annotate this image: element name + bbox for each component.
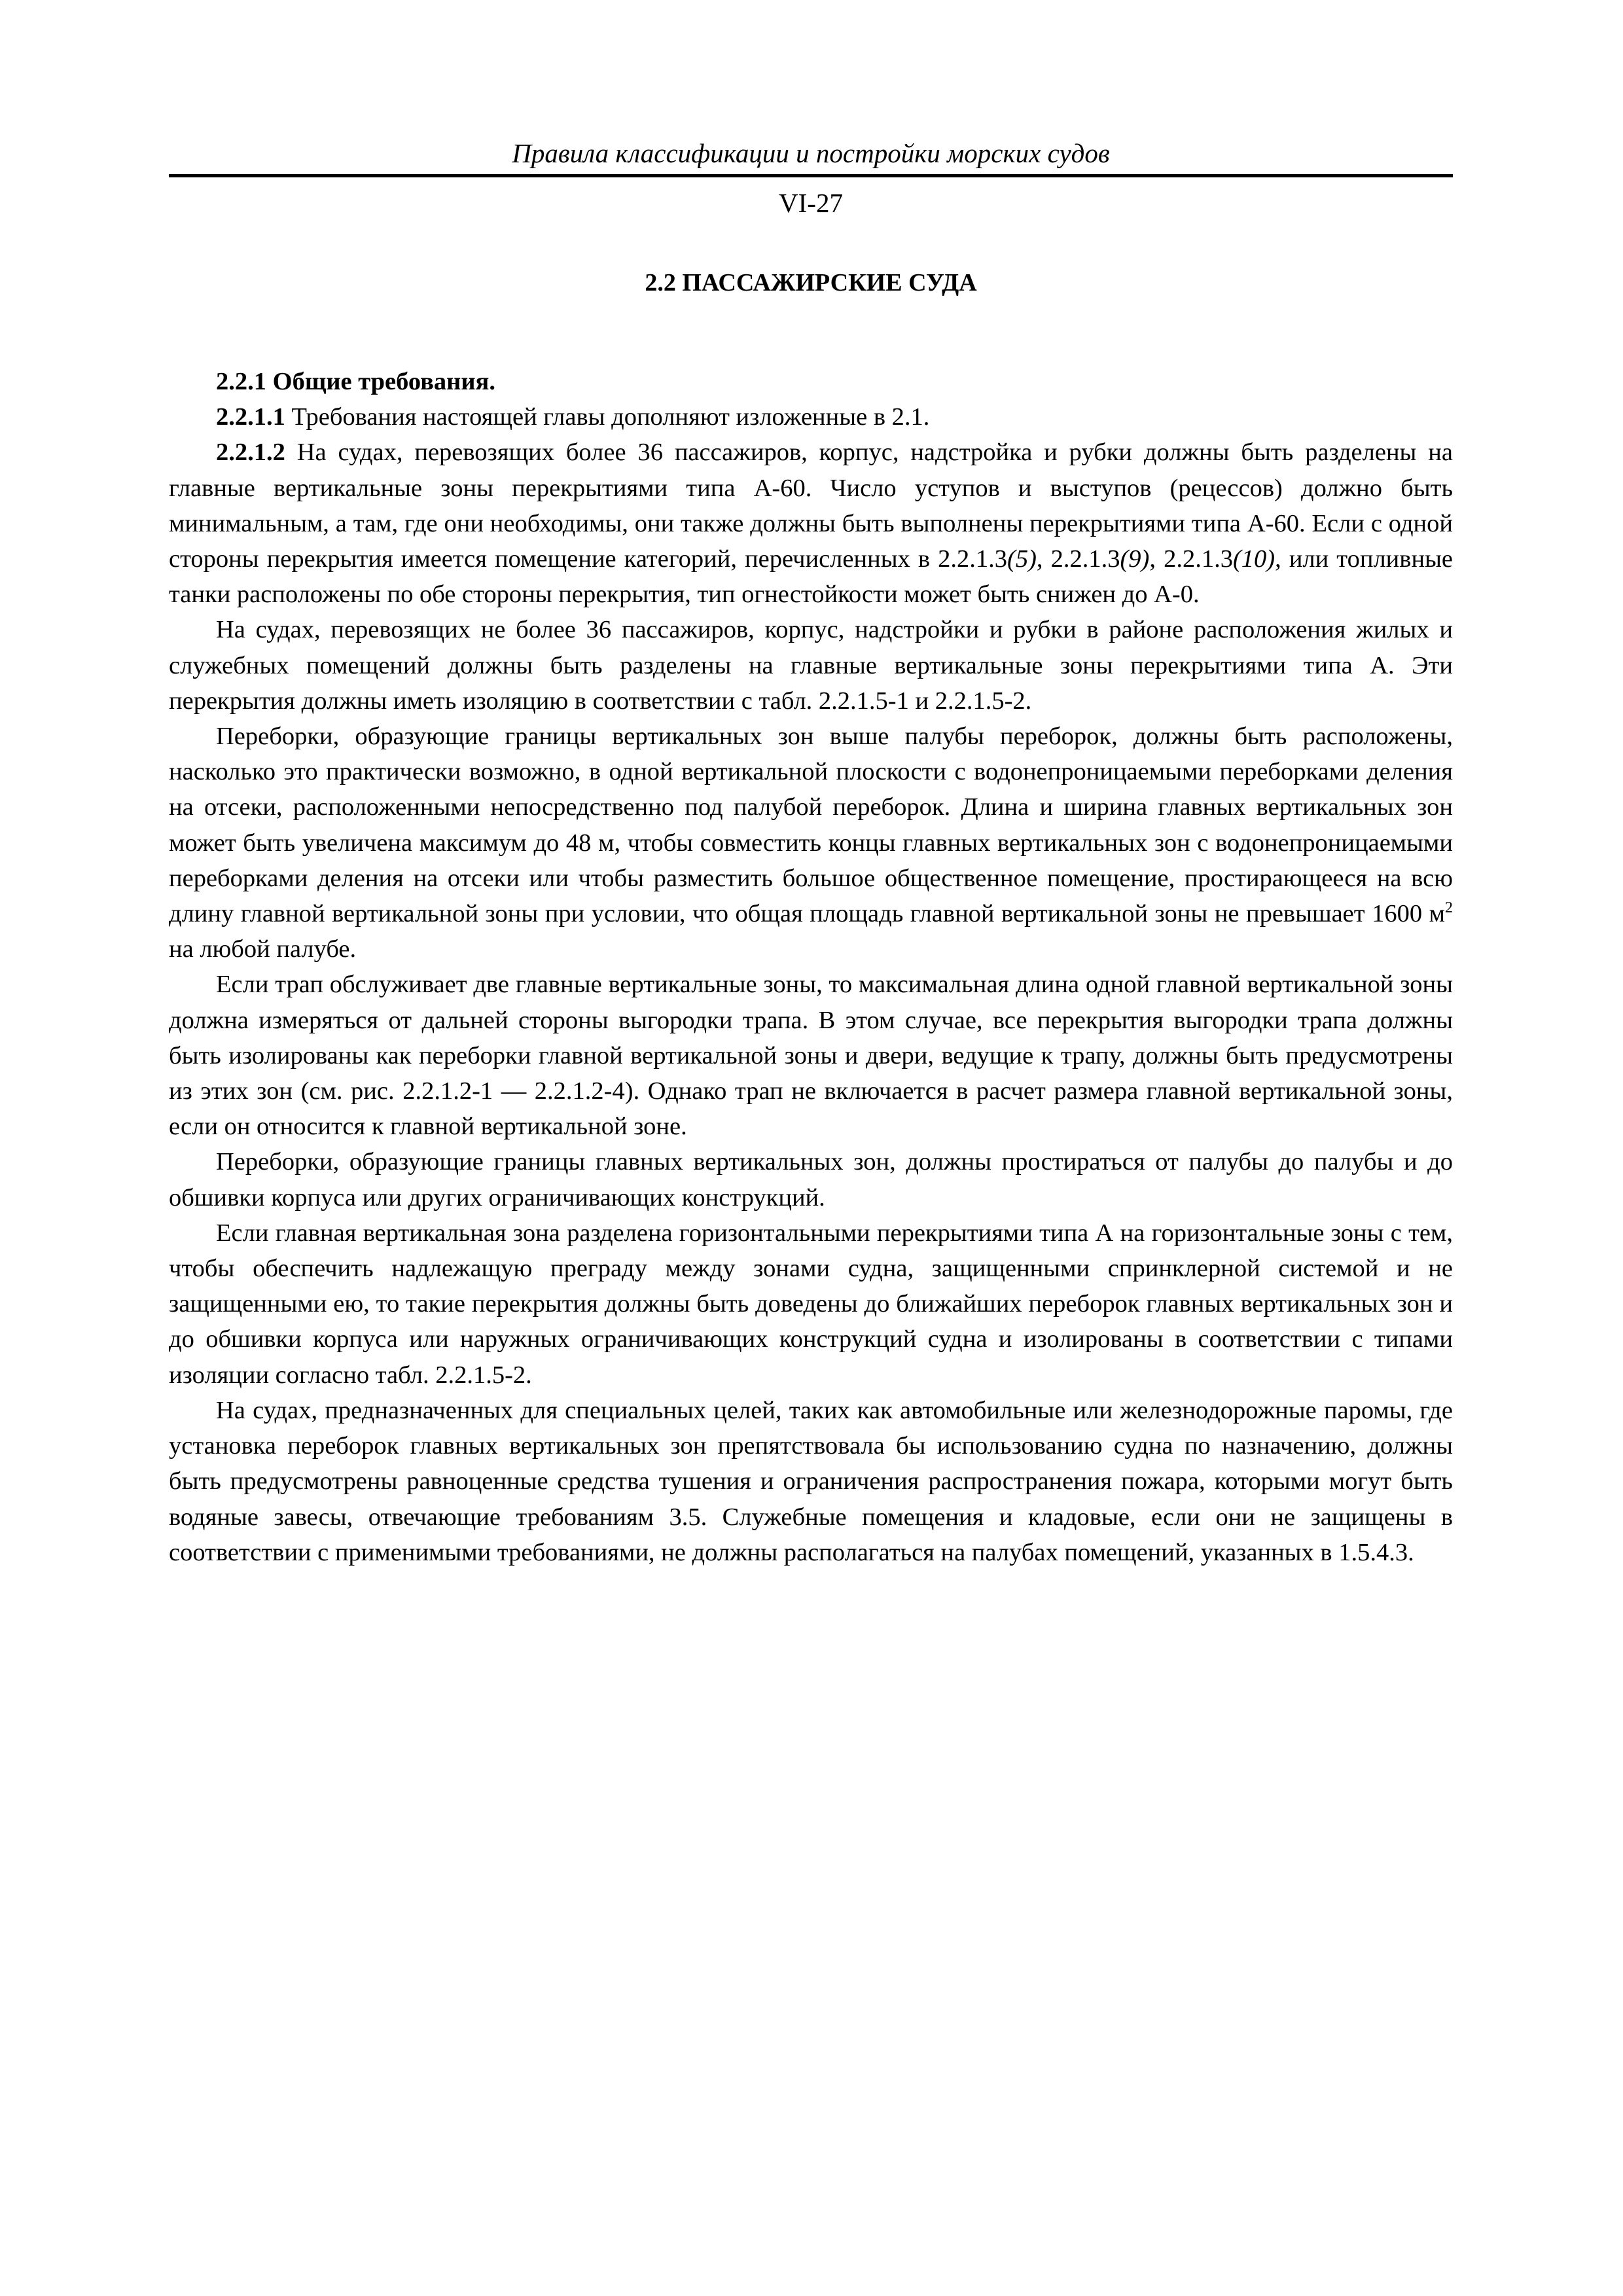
page-number: VI-27	[779, 188, 843, 218]
superscript: 2	[1445, 899, 1453, 917]
paragraph: Если главная вертикальная зона разделена горизонтальными перекрытиями типа А на горизонтальные зоны с тем, чтобы обеспечить надлежащую преграду между зонами судна, защищенными спринклерной системой и не защищенными ею, то такие перекрытия должны быть доведены до ближайших переборок главных вертикальных зон и до обшивки корпуса или наружных ограничивающих конструкций судна и изолированы в соответствии с типами изоляции согласно табл. 2.2.1.5-2.	[169, 1219, 1453, 1389]
running-header: Правила классификации и постройки морских судов	[512, 138, 1110, 168]
paragraph-2-2-1-2	[169, 435, 1453, 612]
paragraph-text: , 2.2.1.3	[1036, 545, 1120, 573]
clause-number: 2.2.1.2	[216, 439, 285, 467]
header-rule	[169, 174, 1453, 177]
paragraph: Если трап обслуживает две главные вертикальные зоны, то максимальная длина одной главной вертикальной зоны должна измеряться от дальней стороны выгородки трапа. В этом случае, все перекрытия выгородки трапа должны быть изолированы как переборки главной вертикальной зоны и двери, ведущие к трапу, должны быть предусмотрены из этих зон (см. рис. 2.2.1.2-1 — 2.2.1.2-4). Однако трап не включается в расчет размера главной вертикальной зоны, если он относится к главной вертикальной зоне.	[169, 971, 1453, 1141]
paragraph-2-2-1-1	[169, 399, 1453, 435]
reference-italic: (9)	[1120, 545, 1150, 573]
paragraph: На судах, предназначенных для специальных целей, таких как автомобильные или железнодорожные паромы, где установка переборок главных вертикальных зон препятствовала бы использованию судна по назначению, должны быть предусмотрены равноценные средства тушения и ограничения распространения пожара, которыми могут быть водяные завесы, отвечающие требованиям 3.5. Служебные помещения и кладовые, если они не защищены в соответствии с применимыми требованиями, не должны располагаться на палубах помещений, указанных в 1.5.4.3.	[169, 1396, 1453, 1566]
subsection-heading: 2.2.1 Общие требования.	[216, 368, 495, 395]
reference-italic: (5)	[1007, 545, 1037, 573]
section-title: 2.2 ПАССАЖИРСКИЕ СУДА	[645, 269, 977, 296]
paragraph-text: , или топливные танки расположены по обе стороны перекрытия, тип огнестойкости может быть снижен до А-0.	[169, 545, 1454, 609]
body-text	[169, 364, 1453, 1570]
paragraph	[169, 719, 1453, 967]
reference-italic: (10)	[1232, 545, 1275, 573]
paragraph-text: Требования настоящей главы дополняют изложенные в 2.1.	[285, 403, 930, 431]
paragraph: Переборки, образующие границы главных вертикальных зон, должны простираться от палубы до палубы и до обшивки корпуса или других ограничивающих конструкций.	[169, 1148, 1453, 1211]
paragraph-text: , 2.2.1.3	[1149, 545, 1233, 573]
paragraph: На судах, перевозящих не более 36 пассажиров, корпус, надстройки и рубки в районе расположения жилых и служебных помещений должны быть разделены на главные вертикальные зоны перекрытиями типа А. Эти перекрытия должны иметь изоляцию в соответствии с табл. 2.2.1.5-1 и 2.2.1.5-2.	[169, 616, 1453, 715]
paragraph-text: Переборки, образующие границы вертикальных зон выше палубы переборок, должны быть расположены, насколько это практически возможно, в одной вертикальной плоскости с водонепроницаемыми переборками деления на отсеки, расположенными непосредственно под палубой переборок. Длина и ширина главных вертикальных зон может быть увеличена максимум до 48 м, чтобы совместить концы главных вертикальных зон с водонепроницаемыми переборками деления на отсеки или чтобы разместить большое общественное помещение, простирающееся на всю длину главной вертикальной зоны при условии, что общая площадь главной вертикальной зоны не превышает 1600 м	[169, 723, 1453, 928]
clause-number: 2.2.1.1	[216, 403, 285, 431]
paragraph-text: На судах, перевозящих более 36 пассажиров, корпус, надстройка и рубки должны быть разделены на главные вертикальные зоны перекрытиями типа А-60. Число уступов и выступов (рецессов) должно быть минимальным, а там, где они необходимы, они также должны быть выполнены перекрытиями типа А-60. Если с одной стороны перекрытия имеется помещение категорий, перечисленных в 2.2.1.3	[169, 439, 1453, 573]
paragraph-text: на любой палубе.	[169, 935, 357, 963]
